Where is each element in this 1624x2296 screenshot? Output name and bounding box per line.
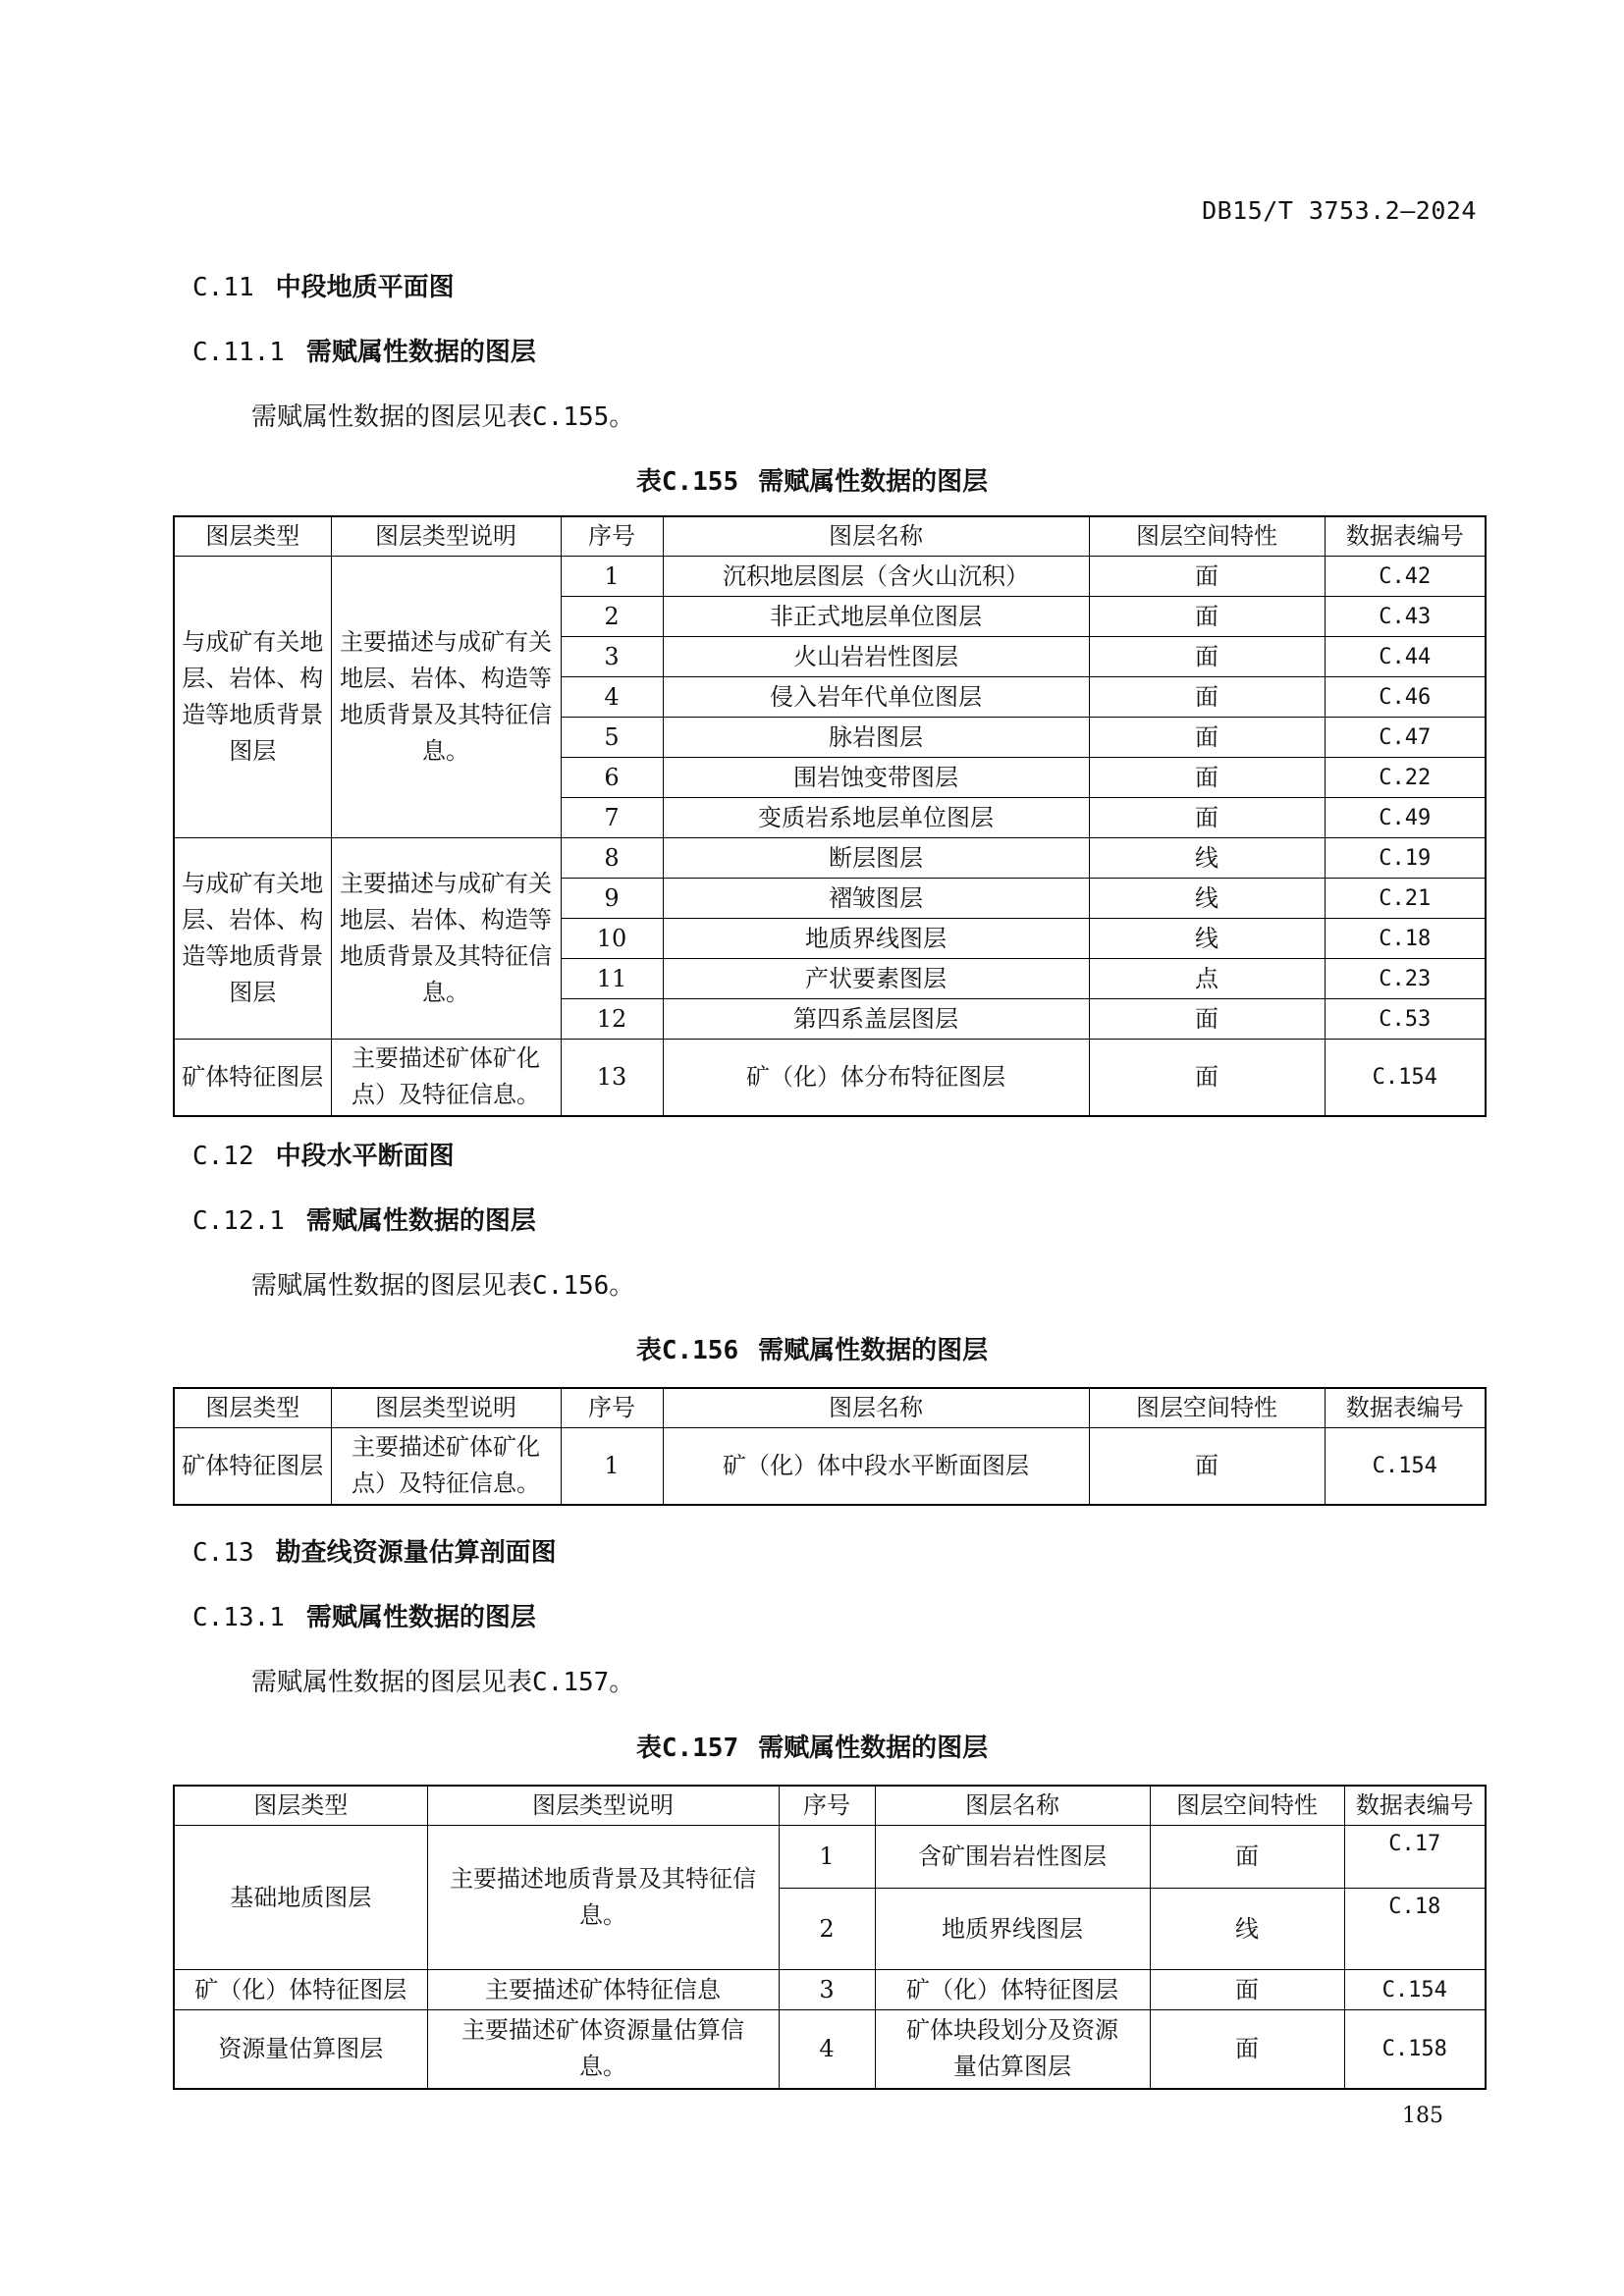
spatial-cell: 面 <box>1089 798 1325 838</box>
layer-desc-cell: 主要描述矿体矿化点）及特征信息。 <box>331 1040 561 1116</box>
table-row <box>174 2010 1486 2089</box>
column-header: 图层空间特性 <box>1089 516 1325 557</box>
seq-cell: 3 <box>779 1970 875 2010</box>
layer-name-cell: 矿体块段划分及资源量估算图层 <box>875 2010 1150 2089</box>
seq-cell: 2 <box>561 597 663 637</box>
table-code-cell: C.21 <box>1325 879 1486 919</box>
section-title: 中段水平断面图 <box>275 1142 455 1171</box>
layer-name-cell: 含矿围岩岩性图层 <box>875 1826 1150 1889</box>
seq-cell: 8 <box>561 838 663 879</box>
spatial-cell: 面 <box>1150 2010 1344 2089</box>
spatial-cell: 面 <box>1089 677 1325 718</box>
spatial-cell: 点 <box>1089 959 1325 999</box>
table-title: 需赋属性数据的图层 <box>758 1734 989 1763</box>
layer-name-cell: 断层图层 <box>663 838 1089 879</box>
table-code-cell: C.47 <box>1325 718 1486 758</box>
table-code-cell: C.18 <box>1325 919 1486 959</box>
seq-cell: 12 <box>561 999 663 1040</box>
column-header: 图层名称 <box>663 516 1089 557</box>
table-code-cell: C.42 <box>1325 557 1486 597</box>
column-header: 图层类型说明 <box>331 516 561 557</box>
section-number: C.13 <box>192 1538 254 1568</box>
table-code-cell: C.49 <box>1325 798 1486 838</box>
table-c156 <box>173 1387 1487 1506</box>
column-header: 数据表编号 <box>1325 516 1486 557</box>
paragraph-c12 <box>251 1265 634 1302</box>
layer-name-cell: 地质界线图层 <box>663 919 1089 959</box>
subsection-number: C.13.1 <box>192 1603 285 1632</box>
spatial-cell: 线 <box>1089 838 1325 879</box>
seq-cell: 11 <box>561 959 663 999</box>
column-header: 图层类型说明 <box>331 1388 561 1428</box>
table-code-cell: C.154 <box>1344 1970 1486 2010</box>
subsection-heading-c11-1 <box>192 332 536 368</box>
table-row <box>174 1826 1486 1889</box>
table-caption-c156 <box>0 1330 1624 1366</box>
table-caption-c157 <box>0 1728 1624 1764</box>
layer-name-cell: 第四系盖层图层 <box>663 999 1089 1040</box>
table-code-cell: C.154 <box>1325 1040 1486 1116</box>
paragraph-text: 需赋属性数据的图层见表 <box>251 402 533 432</box>
table-caption-c155 <box>0 461 1624 498</box>
table-c157 <box>173 1785 1487 2090</box>
table-title: 需赋属性数据的图层 <box>758 467 989 497</box>
column-header: 图层名称 <box>663 1388 1089 1428</box>
table-title: 需赋属性数据的图层 <box>758 1336 989 1365</box>
layer-name-cell: 非正式地层单位图层 <box>663 597 1089 637</box>
layer-type-cell: 矿体特征图层 <box>174 1428 331 1505</box>
section-heading-c11 <box>192 267 455 303</box>
layer-type-cell: 资源量估算图层 <box>174 2010 427 2089</box>
table-number: 表C.155 <box>635 467 739 497</box>
spatial-cell: 面 <box>1089 758 1325 798</box>
seq-cell: 9 <box>561 879 663 919</box>
table-row <box>174 1970 1486 2010</box>
subsection-title: 需赋属性数据的图层 <box>305 338 536 367</box>
spatial-cell: 面 <box>1150 1970 1344 2010</box>
subsection-heading-c12-1 <box>192 1201 536 1237</box>
table-number: 表C.157 <box>635 1734 739 1763</box>
seq-cell: 7 <box>561 798 663 838</box>
table-code-cell: C.154 <box>1325 1428 1486 1505</box>
spatial-cell: 面 <box>1089 637 1325 677</box>
column-header: 图层类型 <box>174 1786 427 1826</box>
layer-name-cell: 侵入岩年代单位图层 <box>663 677 1089 718</box>
layer-type-cell: 与成矿有关地层、岩体、构造等地质背景图层 <box>174 838 331 1040</box>
table-reference: C.155 <box>532 402 610 432</box>
layer-name-cell: 矿（化）体特征图层 <box>875 1970 1150 2010</box>
table-header-row <box>174 1786 1486 1826</box>
section-heading-c13 <box>192 1532 557 1569</box>
layer-type-cell: 矿体特征图层 <box>174 1040 331 1116</box>
table-code-cell: C.18 <box>1344 1889 1486 1970</box>
document-code: DB15/T 3753.2—2024 <box>1202 196 1477 225</box>
table-code-cell: C.158 <box>1344 2010 1486 2089</box>
paragraph-text: 需赋属性数据的图层见表 <box>251 1271 533 1301</box>
subsection-number: C.12.1 <box>192 1206 285 1236</box>
column-header: 序号 <box>561 516 663 557</box>
layer-name-cell: 围岩蚀变带图层 <box>663 758 1089 798</box>
column-header: 序号 <box>561 1388 663 1428</box>
column-header: 数据表编号 <box>1325 1388 1486 1428</box>
seq-cell: 4 <box>561 677 663 718</box>
seq-cell: 4 <box>779 2010 875 2089</box>
column-header: 数据表编号 <box>1344 1786 1486 1826</box>
layer-desc-cell: 主要描述与成矿有关地层、岩体、构造等地质背景及其特征信息。 <box>331 838 561 1040</box>
section-number: C.11 <box>192 273 254 302</box>
paragraph-c13 <box>251 1662 634 1698</box>
table-reference: C.156 <box>532 1271 610 1301</box>
layer-type-cell: 矿（化）体特征图层 <box>174 1970 427 2010</box>
page-number: 185 <box>1402 2104 1443 2128</box>
layer-name-cell: 地质界线图层 <box>875 1889 1150 1970</box>
table-reference: C.157 <box>532 1668 610 1697</box>
layer-name-cell: 脉岩图层 <box>663 718 1089 758</box>
seq-cell: 1 <box>779 1826 875 1889</box>
layer-desc-cell: 主要描述矿体矿化点）及特征信息。 <box>331 1428 561 1505</box>
spatial-cell: 面 <box>1089 718 1325 758</box>
subsection-number: C.11.1 <box>192 338 285 367</box>
section-heading-c12 <box>192 1136 455 1172</box>
layer-desc-cell: 主要描述矿体资源量估算信息。 <box>427 2010 779 2089</box>
layer-type-cell: 与成矿有关地层、岩体、构造等地质背景图层 <box>174 557 331 838</box>
table-code-cell: C.23 <box>1325 959 1486 999</box>
column-header: 图层类型 <box>174 1388 331 1428</box>
table-row <box>174 838 1486 879</box>
spatial-cell: 面 <box>1089 597 1325 637</box>
subsection-title: 需赋属性数据的图层 <box>305 1206 536 1236</box>
column-header: 图层名称 <box>875 1786 1150 1826</box>
table-code-cell: C.19 <box>1325 838 1486 879</box>
paragraph-end: 。 <box>609 402 635 432</box>
layer-name-cell: 矿（化）体中段水平断面图层 <box>663 1428 1089 1505</box>
spatial-cell: 线 <box>1089 879 1325 919</box>
seq-cell: 5 <box>561 718 663 758</box>
spatial-cell: 面 <box>1089 999 1325 1040</box>
table-row <box>174 1428 1486 1505</box>
column-header: 图层类型说明 <box>427 1786 779 1826</box>
table-code-cell: C.46 <box>1325 677 1486 718</box>
table-code-cell: C.43 <box>1325 597 1486 637</box>
column-header: 图层类型 <box>174 516 331 557</box>
table-c155 <box>173 515 1487 1117</box>
column-header: 序号 <box>779 1786 875 1826</box>
section-title: 中段地质平面图 <box>275 273 455 302</box>
seq-cell: 13 <box>561 1040 663 1116</box>
seq-cell: 2 <box>779 1889 875 1970</box>
subsection-heading-c13-1 <box>192 1597 536 1633</box>
table-row <box>174 557 1486 597</box>
table-header-row <box>174 1388 1486 1428</box>
spatial-cell: 面 <box>1089 1428 1325 1505</box>
layer-name-cell: 变质岩系地层单位图层 <box>663 798 1089 838</box>
layer-desc-cell: 主要描述地质背景及其特征信息。 <box>427 1826 779 1970</box>
table-code-cell: C.44 <box>1325 637 1486 677</box>
table-number: 表C.156 <box>635 1336 739 1365</box>
seq-cell: 3 <box>561 637 663 677</box>
paragraph-c11 <box>251 397 634 433</box>
seq-cell: 10 <box>561 919 663 959</box>
table-header-row <box>174 516 1486 557</box>
layer-desc-cell: 主要描述矿体特征信息 <box>427 1970 779 2010</box>
paragraph-text: 需赋属性数据的图层见表 <box>251 1668 533 1697</box>
layer-name-cell: 褶皱图层 <box>663 879 1089 919</box>
layer-name-cell: 产状要素图层 <box>663 959 1089 999</box>
column-header: 图层空间特性 <box>1150 1786 1344 1826</box>
column-header: 图层空间特性 <box>1089 1388 1325 1428</box>
layer-type-cell: 基础地质图层 <box>174 1826 427 1970</box>
layer-name-cell: 矿（化）体分布特征图层 <box>663 1040 1089 1116</box>
layer-desc-cell: 主要描述与成矿有关地层、岩体、构造等地质背景及其特征信息。 <box>331 557 561 838</box>
seq-cell: 6 <box>561 758 663 798</box>
layer-name-cell: 火山岩岩性图层 <box>663 637 1089 677</box>
spatial-cell: 线 <box>1150 1889 1344 1970</box>
seq-cell: 1 <box>561 1428 663 1505</box>
spatial-cell: 面 <box>1089 1040 1325 1116</box>
table-code-cell: C.17 <box>1344 1826 1486 1889</box>
table-code-cell: C.22 <box>1325 758 1486 798</box>
spatial-cell: 面 <box>1089 557 1325 597</box>
paragraph-end: 。 <box>609 1271 635 1301</box>
section-title: 勘查线资源量估算剖面图 <box>275 1538 557 1568</box>
table-code-cell: C.53 <box>1325 999 1486 1040</box>
spatial-cell: 面 <box>1150 1826 1344 1889</box>
table-row <box>174 1040 1486 1116</box>
section-number: C.12 <box>192 1142 254 1171</box>
subsection-title: 需赋属性数据的图层 <box>305 1603 536 1632</box>
spatial-cell: 线 <box>1089 919 1325 959</box>
paragraph-end: 。 <box>609 1668 635 1697</box>
layer-name-cell: 沉积地层图层（含火山沉积） <box>663 557 1089 597</box>
seq-cell: 1 <box>561 557 663 597</box>
